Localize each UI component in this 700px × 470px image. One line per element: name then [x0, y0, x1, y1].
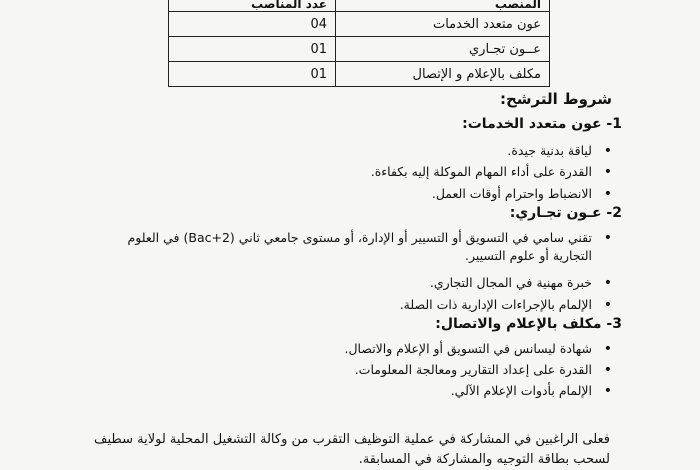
position-count: 01	[169, 62, 336, 87]
header-count: عدد المناصب	[169, 0, 336, 12]
position-title: مكلف بالإعلام و الإتصال	[336, 62, 550, 87]
list-item: • خبرة مهنية في المجال التجاري.	[430, 274, 612, 292]
list-item: • لياقة بدنية جيدة.	[507, 142, 612, 160]
closing-paragraph: فعلى الراغبين في المشاركة في عملية التوظيف التقرب من وكالة التشغيل المحلية لولاية سطيف لسحب بطاقة التوجيه والمشاركة في المسابقة.	[94, 432, 610, 467]
position-title: عون متعدد الخدمات	[336, 12, 550, 37]
header-title: المنصب	[336, 0, 550, 12]
list-item: • الإلمام بالإجراءات الإدارية ذات الصلة.	[400, 296, 612, 314]
list-item: • القدرة على أداء المهام الموكلة إليه بكفاءة.	[371, 163, 612, 181]
position-title: عــون تجـاري	[336, 37, 550, 62]
table-row	[169, 12, 550, 37]
list-item: • تقني سامي في التسويق أو التسيير أو الإدارة، أو مستوى جامعي ثاني (Bac+2) في العلوم التجارية أو علوم التسيير.	[92, 229, 612, 265]
positions-table	[168, 0, 550, 87]
list-item: • شهادة ليسانس في التسويق أو الإعلام والاتصال.	[344, 340, 612, 358]
conditions-heading: شروط الترشح:	[500, 90, 612, 108]
list-item: • القدرة على إعداد التقارير ومعالجة المعلومات.	[355, 361, 612, 379]
section-title-commercial-agent: 2- عـون تجـاري:	[509, 205, 622, 221]
table-row	[169, 62, 550, 87]
position-count: 04	[169, 12, 336, 37]
list-item: • الإلمام بأدوات الإعلام الآلي.	[451, 382, 612, 400]
table-header-row	[169, 0, 550, 12]
position-count: 01	[169, 37, 336, 62]
list-item: • الانضباط واحترام أوقات العمل.	[432, 185, 612, 203]
section-title-media-officer: 3- مكلف بالإعلام والاتصال:	[435, 316, 622, 332]
section-title-service-agent: 1- عون متعدد الخدمات:	[462, 116, 622, 132]
table-row	[169, 37, 550, 62]
